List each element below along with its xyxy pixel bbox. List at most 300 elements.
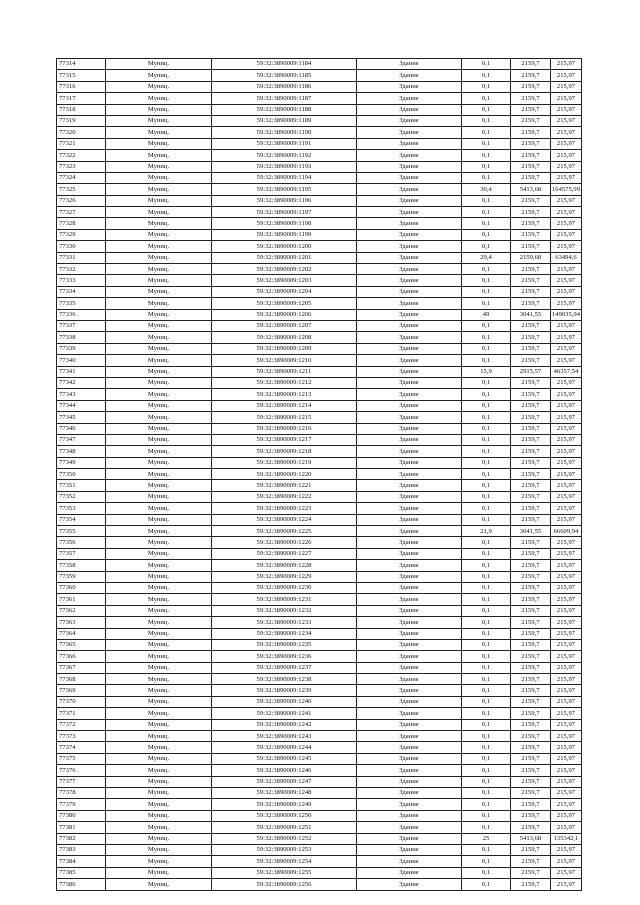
cell-value: 215,97 (551, 275, 582, 286)
cell-object-type: Здание (357, 503, 462, 514)
cell-area: 0,1 (462, 708, 511, 719)
cell-record-number: 77345 (57, 412, 106, 423)
cell-area: 0,1 (462, 59, 511, 70)
cell-record-number: 77380 (57, 810, 106, 821)
cell-cadastral-number: 59:32:3890009:1244 (212, 742, 357, 753)
cell-value: 215,97 (551, 423, 582, 434)
cell-area: 0,1 (462, 810, 511, 821)
cell-record-number: 77348 (57, 446, 106, 457)
cell-cadastral-number: 59:32:3890009:1198 (212, 218, 357, 229)
cell-rate: 2159,7 (511, 856, 551, 867)
cell-object-type: Здание (357, 70, 462, 81)
cell-area: 0,1 (462, 753, 511, 764)
cell-rate: 2159,7 (511, 548, 551, 559)
cell-ownership: Муниц. (106, 742, 212, 753)
cell-object-type: Здание (357, 446, 462, 457)
cell-object-type: Здание (357, 366, 462, 377)
table-row (57, 879, 582, 890)
cell-area: 0,1 (462, 605, 511, 616)
cell-record-number: 77359 (57, 571, 106, 582)
cell-area: 0,1 (462, 264, 511, 275)
cell-ownership: Муниц. (106, 161, 212, 172)
cell-object-type: Здание (357, 582, 462, 593)
cell-record-number: 77317 (57, 93, 106, 104)
cell-record-number: 77357 (57, 548, 106, 559)
table-row (57, 332, 582, 343)
cell-cadastral-number: 59:32:3890009:1184 (212, 59, 357, 70)
cell-value: 135342,1 (551, 833, 582, 844)
cell-value: 215,97 (551, 412, 582, 423)
cell-area: 0,1 (462, 765, 511, 776)
cell-record-number: 77365 (57, 639, 106, 650)
cell-area: 15,9 (462, 366, 511, 377)
cell-object-type: Здание (357, 355, 462, 366)
cell-rate: 2159,7 (511, 708, 551, 719)
table-row (57, 241, 582, 252)
cell-record-number: 77363 (57, 617, 106, 628)
cell-record-number: 77325 (57, 184, 106, 195)
cell-value: 215,97 (551, 355, 582, 366)
cell-ownership: Муниц. (106, 150, 212, 161)
cell-area: 29,4 (462, 252, 511, 263)
cell-object-type: Здание (357, 93, 462, 104)
cell-area: 30,4 (462, 184, 511, 195)
cell-cadastral-number: 59:32:3890009:1210 (212, 355, 357, 366)
cell-ownership: Муниц. (106, 355, 212, 366)
cell-ownership: Муниц. (106, 560, 212, 571)
cell-record-number: 77350 (57, 469, 106, 480)
cell-rate: 2159,7 (511, 582, 551, 593)
cell-object-type: Здание (357, 434, 462, 445)
cell-ownership: Муниц. (106, 309, 212, 320)
cell-ownership: Муниц. (106, 264, 212, 275)
cell-record-number: 77353 (57, 503, 106, 514)
cell-area: 0,1 (462, 104, 511, 115)
table-row (57, 788, 582, 799)
cell-ownership: Муниц. (106, 457, 212, 468)
cell-area: 0,1 (462, 207, 511, 218)
cell-object-type: Здание (357, 184, 462, 195)
cell-cadastral-number: 59:32:3890009:1239 (212, 685, 357, 696)
cell-ownership: Муниц. (106, 332, 212, 343)
cell-rate: 2159,7 (511, 731, 551, 742)
cell-record-number: 77369 (57, 685, 106, 696)
cell-object-type: Здание (357, 548, 462, 559)
cell-value: 215,97 (551, 856, 582, 867)
cell-record-number: 77322 (57, 150, 106, 161)
table-row (57, 571, 582, 582)
cell-ownership: Муниц. (106, 651, 212, 662)
cell-rate: 2159,7 (511, 617, 551, 628)
table-row (57, 275, 582, 286)
cell-rate: 2159,7 (511, 469, 551, 480)
cell-object-type: Здание (357, 207, 462, 218)
table-row (57, 491, 582, 502)
cell-object-type: Здание (357, 264, 462, 275)
table-row (57, 844, 582, 855)
cell-ownership: Муниц. (106, 879, 212, 890)
cell-object-type: Здание (357, 674, 462, 685)
cell-area: 0,1 (462, 799, 511, 810)
cell-ownership: Муниц. (106, 446, 212, 457)
table-row (57, 674, 582, 685)
cell-object-type: Здание (357, 377, 462, 388)
cell-area: 0,1 (462, 788, 511, 799)
cell-cadastral-number: 59:32:3890009:1192 (212, 150, 357, 161)
cell-value: 215,97 (551, 377, 582, 388)
cell-value: 215,97 (551, 867, 582, 878)
cell-value: 149035,94 (551, 309, 582, 320)
cell-ownership: Муниц. (106, 172, 212, 183)
cell-area: 0,1 (462, 731, 511, 742)
cell-record-number: 77352 (57, 491, 106, 502)
cell-cadastral-number: 59:32:3890009:1206 (212, 309, 357, 320)
cell-rate: 2159,7 (511, 264, 551, 275)
cell-rate: 2159,7 (511, 104, 551, 115)
table-row (57, 446, 582, 457)
cell-object-type: Здание (357, 389, 462, 400)
cell-value: 215,97 (551, 742, 582, 753)
cell-object-type: Здание (357, 788, 462, 799)
table-row (57, 207, 582, 218)
cell-rate: 2159,7 (511, 332, 551, 343)
cell-ownership: Муниц. (106, 469, 212, 480)
cell-value: 215,97 (551, 161, 582, 172)
cell-object-type: Здание (357, 708, 462, 719)
cell-ownership: Муниц. (106, 93, 212, 104)
cell-ownership: Муниц. (106, 59, 212, 70)
cell-object-type: Здание (357, 526, 462, 537)
cell-record-number: 77372 (57, 719, 106, 730)
cell-object-type: Здание (357, 161, 462, 172)
cell-cadastral-number: 59:32:3890009:1232 (212, 605, 357, 616)
cell-rate: 2159,7 (511, 195, 551, 206)
table-row (57, 70, 582, 81)
cell-ownership: Муниц. (106, 343, 212, 354)
cell-record-number: 77351 (57, 480, 106, 491)
cell-cadastral-number: 59:32:3890009:1227 (212, 548, 357, 559)
cell-cadastral-number: 59:32:3890009:1234 (212, 628, 357, 639)
cell-ownership: Муниц. (106, 526, 212, 537)
cell-area: 0,1 (462, 161, 511, 172)
cell-value: 215,97 (551, 195, 582, 206)
cell-cadastral-number: 59:32:3890009:1218 (212, 446, 357, 457)
cell-value: 215,97 (551, 844, 582, 855)
cell-rate: 2159,7 (511, 788, 551, 799)
cell-object-type: Здание (357, 617, 462, 628)
cell-cadastral-number: 59:32:3890009:1252 (212, 833, 357, 844)
cell-area: 0,1 (462, 651, 511, 662)
cell-ownership: Муниц. (106, 275, 212, 286)
cell-object-type: Здание (357, 59, 462, 70)
cell-rate: 2159,7 (511, 867, 551, 878)
cell-rate: 2159,7 (511, 639, 551, 650)
table-row (57, 628, 582, 639)
cell-value: 215,97 (551, 548, 582, 559)
cell-record-number: 77385 (57, 867, 106, 878)
table-row (57, 833, 582, 844)
cell-record-number: 77379 (57, 799, 106, 810)
cell-area: 0,1 (462, 343, 511, 354)
cell-object-type: Здание (357, 309, 462, 320)
cell-cadastral-number: 59:32:3890009:1187 (212, 93, 357, 104)
cell-value: 215,97 (551, 571, 582, 582)
cell-ownership: Муниц. (106, 571, 212, 582)
cell-value: 215,97 (551, 400, 582, 411)
cell-record-number: 77316 (57, 81, 106, 92)
cell-rate: 2159,7 (511, 343, 551, 354)
table-row (57, 104, 582, 115)
cell-object-type: Здание (357, 799, 462, 810)
cell-value: 215,97 (551, 537, 582, 548)
cell-ownership: Муниц. (106, 434, 212, 445)
cell-cadastral-number: 59:32:3890009:1221 (212, 480, 357, 491)
cell-ownership: Муниц. (106, 480, 212, 491)
cell-ownership: Муниц. (106, 753, 212, 764)
table-row (57, 662, 582, 673)
cell-rate: 2159,7 (511, 674, 551, 685)
cell-value: 66609,94 (551, 526, 582, 537)
cell-ownership: Муниц. (106, 617, 212, 628)
cell-object-type: Здание (357, 229, 462, 240)
table-row (57, 856, 582, 867)
cell-rate: 2159,7 (511, 844, 551, 855)
table-row (57, 457, 582, 468)
cell-object-type: Здание (357, 833, 462, 844)
cell-value: 215,97 (551, 93, 582, 104)
cell-area: 0,1 (462, 423, 511, 434)
cell-ownership: Муниц. (106, 70, 212, 81)
cell-area: 0,1 (462, 195, 511, 206)
cell-cadastral-number: 59:32:3890009:1226 (212, 537, 357, 548)
cell-value: 46357,54 (551, 366, 582, 377)
cell-record-number: 77334 (57, 286, 106, 297)
cell-area: 25 (462, 833, 511, 844)
cell-cadastral-number: 59:32:3890009:1223 (212, 503, 357, 514)
cell-object-type: Здание (357, 639, 462, 650)
cell-value: 215,97 (551, 788, 582, 799)
cell-area: 0,1 (462, 844, 511, 855)
cell-value: 215,97 (551, 776, 582, 787)
cell-cadastral-number: 59:32:3890009:1233 (212, 617, 357, 628)
table-row (57, 765, 582, 776)
cell-rate: 2159,7 (511, 719, 551, 730)
cell-value: 215,97 (551, 685, 582, 696)
cell-value: 215,97 (551, 115, 582, 126)
cell-ownership: Муниц. (106, 503, 212, 514)
cell-cadastral-number: 59:32:3890009:1216 (212, 423, 357, 434)
cell-record-number: 77382 (57, 833, 106, 844)
cell-object-type: Здание (357, 537, 462, 548)
cell-ownership: Муниц. (106, 833, 212, 844)
cell-object-type: Здание (357, 719, 462, 730)
cell-object-type: Здание (357, 400, 462, 411)
cell-rate: 3041,55 (511, 309, 551, 320)
cell-cadastral-number: 59:32:3890009:1222 (212, 491, 357, 502)
table-row (57, 582, 582, 593)
cell-value: 164575,99 (551, 184, 582, 195)
cell-ownership: Муниц. (106, 366, 212, 377)
cell-rate: 5413,68 (511, 184, 551, 195)
cell-area: 0,1 (462, 286, 511, 297)
cell-ownership: Муниц. (106, 423, 212, 434)
cell-rate: 2159,7 (511, 753, 551, 764)
cell-record-number: 77327 (57, 207, 106, 218)
cell-record-number: 77386 (57, 879, 106, 890)
cell-record-number: 77377 (57, 776, 106, 787)
cell-object-type: Здание (357, 469, 462, 480)
cell-area: 0,1 (462, 241, 511, 252)
cell-ownership: Муниц. (106, 286, 212, 297)
cell-record-number: 77373 (57, 731, 106, 742)
cell-record-number: 77376 (57, 765, 106, 776)
cell-value: 215,97 (551, 389, 582, 400)
cell-value: 215,97 (551, 799, 582, 810)
cell-area: 0,1 (462, 138, 511, 149)
cell-cadastral-number: 59:32:3890009:1253 (212, 844, 357, 855)
cell-cadastral-number: 59:32:3890009:1237 (212, 662, 357, 673)
cell-object-type: Здание (357, 81, 462, 92)
cell-record-number: 77364 (57, 628, 106, 639)
cell-record-number: 77360 (57, 582, 106, 593)
cell-object-type: Здание (357, 491, 462, 502)
cell-rate: 2159,7 (511, 389, 551, 400)
table-row (57, 469, 582, 480)
cell-record-number: 77330 (57, 241, 106, 252)
cell-ownership: Муниц. (106, 708, 212, 719)
cell-ownership: Муниц. (106, 788, 212, 799)
cell-ownership: Муниц. (106, 628, 212, 639)
table-row (57, 298, 582, 309)
cell-ownership: Муниц. (106, 138, 212, 149)
cell-value: 215,97 (551, 150, 582, 161)
table-row (57, 355, 582, 366)
cell-rate: 2159,7 (511, 70, 551, 81)
cell-area: 0,1 (462, 822, 511, 833)
cell-record-number: 77324 (57, 172, 106, 183)
cell-area: 0,1 (462, 639, 511, 650)
cell-object-type: Здание (357, 457, 462, 468)
cell-cadastral-number: 59:32:3890009:1229 (212, 571, 357, 582)
cell-ownership: Муниц. (106, 810, 212, 821)
table-row (57, 59, 582, 70)
cell-rate: 2159,7 (511, 400, 551, 411)
cell-area: 0,1 (462, 662, 511, 673)
cell-cadastral-number: 59:32:3890009:1248 (212, 788, 357, 799)
cell-ownership: Муниц. (106, 719, 212, 730)
table-row (57, 423, 582, 434)
cell-cadastral-number: 59:32:3890009:1204 (212, 286, 357, 297)
cell-rate: 2159,7 (511, 457, 551, 468)
cell-cadastral-number: 59:32:3890009:1247 (212, 776, 357, 787)
cell-area: 0,1 (462, 469, 511, 480)
cell-area: 0,1 (462, 70, 511, 81)
cell-record-number: 77333 (57, 275, 106, 286)
cell-cadastral-number: 59:32:3890009:1228 (212, 560, 357, 571)
cell-rate: 2159,7 (511, 446, 551, 457)
cell-ownership: Муниц. (106, 184, 212, 195)
cell-value: 63494,6 (551, 252, 582, 263)
table-row (57, 366, 582, 377)
table-row (57, 150, 582, 161)
cell-value: 215,97 (551, 343, 582, 354)
table-row (57, 377, 582, 388)
cell-object-type: Здание (357, 275, 462, 286)
table-row (57, 389, 582, 400)
cell-rate: 2159,7 (511, 765, 551, 776)
cell-value: 215,97 (551, 104, 582, 115)
cell-ownership: Муниц. (106, 115, 212, 126)
cell-object-type: Здание (357, 856, 462, 867)
cell-cadastral-number: 59:32:3890009:1193 (212, 161, 357, 172)
cell-record-number: 77362 (57, 605, 106, 616)
cell-cadastral-number: 59:32:3890009:1254 (212, 856, 357, 867)
cell-rate: 2159,7 (511, 207, 551, 218)
cell-object-type: Здание (357, 605, 462, 616)
cell-object-type: Здание (357, 696, 462, 707)
cell-object-type: Здание (357, 651, 462, 662)
cell-record-number: 77368 (57, 674, 106, 685)
cell-area: 0,1 (462, 218, 511, 229)
cell-cadastral-number: 59:32:3890009:1256 (212, 879, 357, 890)
cell-rate: 2159,7 (511, 423, 551, 434)
cell-record-number: 77338 (57, 332, 106, 343)
table-body (57, 59, 582, 891)
table-row (57, 822, 582, 833)
cell-rate: 2159,7 (511, 742, 551, 753)
cell-ownership: Муниц. (106, 298, 212, 309)
cell-value: 215,97 (551, 617, 582, 628)
cell-value: 215,97 (551, 457, 582, 468)
cell-ownership: Муниц. (106, 207, 212, 218)
cell-value: 215,97 (551, 469, 582, 480)
cell-area: 0,1 (462, 742, 511, 753)
cell-cadastral-number: 59:32:3890009:1213 (212, 389, 357, 400)
cell-rate: 2159,7 (511, 662, 551, 673)
table-row (57, 400, 582, 411)
cell-value: 215,97 (551, 320, 582, 331)
cell-cadastral-number: 59:32:3890009:1250 (212, 810, 357, 821)
cell-ownership: Муниц. (106, 674, 212, 685)
cell-value: 215,97 (551, 480, 582, 491)
document-page (56, 58, 581, 891)
cell-area: 0,1 (462, 491, 511, 502)
cell-ownership: Муниц. (106, 81, 212, 92)
cell-ownership: Муниц. (106, 639, 212, 650)
cell-area: 0,1 (462, 81, 511, 92)
cell-rate: 2159,7 (511, 799, 551, 810)
cell-value: 215,97 (551, 446, 582, 457)
table-row (57, 731, 582, 742)
table-row (57, 115, 582, 126)
cell-object-type: Здание (357, 731, 462, 742)
cell-cadastral-number: 59:32:3890009:1194 (212, 172, 357, 183)
cell-record-number: 77335 (57, 298, 106, 309)
cell-value: 215,97 (551, 719, 582, 730)
table-row (57, 229, 582, 240)
cell-cadastral-number: 59:32:3890009:1211 (212, 366, 357, 377)
cell-ownership: Муниц. (106, 400, 212, 411)
cell-value: 215,97 (551, 605, 582, 616)
cell-rate: 2159,7 (511, 491, 551, 502)
cell-area: 0,1 (462, 298, 511, 309)
cell-value: 215,97 (551, 674, 582, 685)
cell-rate: 2159,7 (511, 628, 551, 639)
cell-record-number: 77378 (57, 788, 106, 799)
table-row (57, 343, 582, 354)
cell-ownership: Муниц. (106, 685, 212, 696)
cell-object-type: Здание (357, 423, 462, 434)
